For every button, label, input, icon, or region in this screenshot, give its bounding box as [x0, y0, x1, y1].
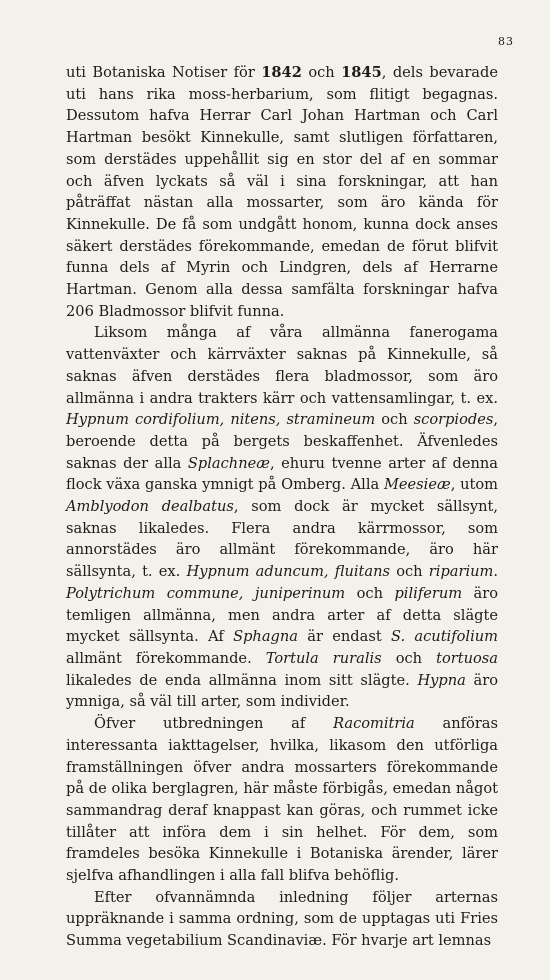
text-run: , beroende detta på bergets beskaffenhet. Äfvenledes saknas der alla — [66, 411, 498, 472]
text-run: och — [390, 563, 429, 581]
italic-text: Polytrichum commune, juniperinum — [66, 584, 346, 602]
text-run: Efter ofvannämnda inledning följer arternas uppräknande i samma ordning, som de upptagas uti Fries Summa vegetabilium Scandinaviæ. För hvarje art lemnas — [66, 888, 498, 950]
text-run: och — [301, 64, 342, 81]
italic-text: Hypna — [417, 671, 466, 689]
text-run: äro ymniga, så väl till arter, som individer. — [66, 671, 498, 711]
italic-text: piliferum — [394, 584, 463, 602]
italic-text: Splachneæ — [187, 454, 270, 472]
italic-text: riparium — [428, 563, 494, 581]
page-number: 83 — [498, 35, 514, 48]
text-run: äro temligen allmänna, men andra arter af detta slägte mycket sällsynta. Af — [66, 584, 499, 646]
text-run: Öfver utbredningen af — [94, 715, 334, 733]
text-run: och — [381, 649, 437, 667]
italic-text: Hypnum aduncum, fluitans — [186, 563, 391, 581]
bold-text: 1842 — [261, 64, 302, 81]
italic-text: Hypnum cordifolium, nitens, stramineum — [66, 411, 376, 429]
italic-text: S. acutifolium — [391, 628, 498, 646]
italic-text: Sphagna — [233, 628, 298, 646]
italic-text: Racomitria — [333, 715, 415, 733]
italic-text: scorpiodes — [413, 411, 494, 429]
text-run: allmänt förekommande. — [66, 649, 266, 667]
body-text — [66, 62, 498, 952]
text-run: , utom — [450, 476, 498, 494]
bold-text: 1845 — [341, 64, 382, 81]
text-run: är endast — [297, 628, 391, 646]
text-run: , som dock är mycket sällsynt, saknas likaledes. Flera andra kärrmossor, som annorstädes äro allmänt förekommande, äro här sällsynta, t. ex. — [66, 498, 499, 581]
italic-text: tortuosa — [436, 649, 498, 667]
text-run: likaledes de enda allmänna inom sitt slägte. — [66, 671, 418, 689]
italic-text: Tortula ruralis — [265, 649, 382, 667]
italic-text: Meesieæ — [383, 476, 451, 494]
text-run: , ehuru tvenne arter af denna flock växa ganska ymnigt på Omberg. Alla — [66, 454, 498, 494]
paragraph — [66, 887, 498, 952]
italic-text: Amblyodon dealbatus — [66, 498, 234, 516]
text-run: , dels bevarade uti hans rika moss-herbarium, som flitigt begagnas. Dessutom hafva Herrar Carl Johan Hartman och Carl Hartman besökt Kinnekulle, samt slutligen författaren, som derstädes uppehållit sig en stor del af en sommar och äfven lyckats så väl i sina forskningar, att han påträffat nästan alla mossarter, som äro kända för Kinnekulle. De få som undgått honom, kunna dock anses säkert derstädes förekommande, emedan de förut blifvit funna dels af Myrin och Lindgren, dels af Herrarne Hartman. Genom alla dessa samfälta forskningar hafva 206 Bladmossor blifvit funna. — [66, 64, 498, 320]
paragraph — [66, 322, 498, 713]
paragraph — [66, 713, 498, 887]
text-run: anföras interessanta iakttagelser, hvilka, likasom den utförliga framställningen öfver andra mossarters förekommande på de olika berglagren, här måste förbigås, emedan något sammandrag deraf knappast kan göras, och rummet icke tillåter att införa dem i sin helhet. För dem, som framdeles besöka Kinnekulle i Botaniska ärender, lärer sjelfva afhandlingen i alla fall blifva behöflig. — [66, 715, 498, 885]
text-run: uti Botaniska Notiser för — [66, 64, 262, 81]
text-run: och — [345, 584, 395, 602]
text-run: och — [375, 411, 414, 429]
paragraph — [66, 62, 498, 322]
text-run: Liksom många af våra allmänna fanerogama vattenväxter och kärrväxter saknas på Kinnekulle, så saknas äfven derstädes flera bladmossor, som äro allmänna i andra trakters kärr och vattensamlingar, t. ex. — [66, 324, 498, 407]
text-run: . — [493, 563, 499, 581]
